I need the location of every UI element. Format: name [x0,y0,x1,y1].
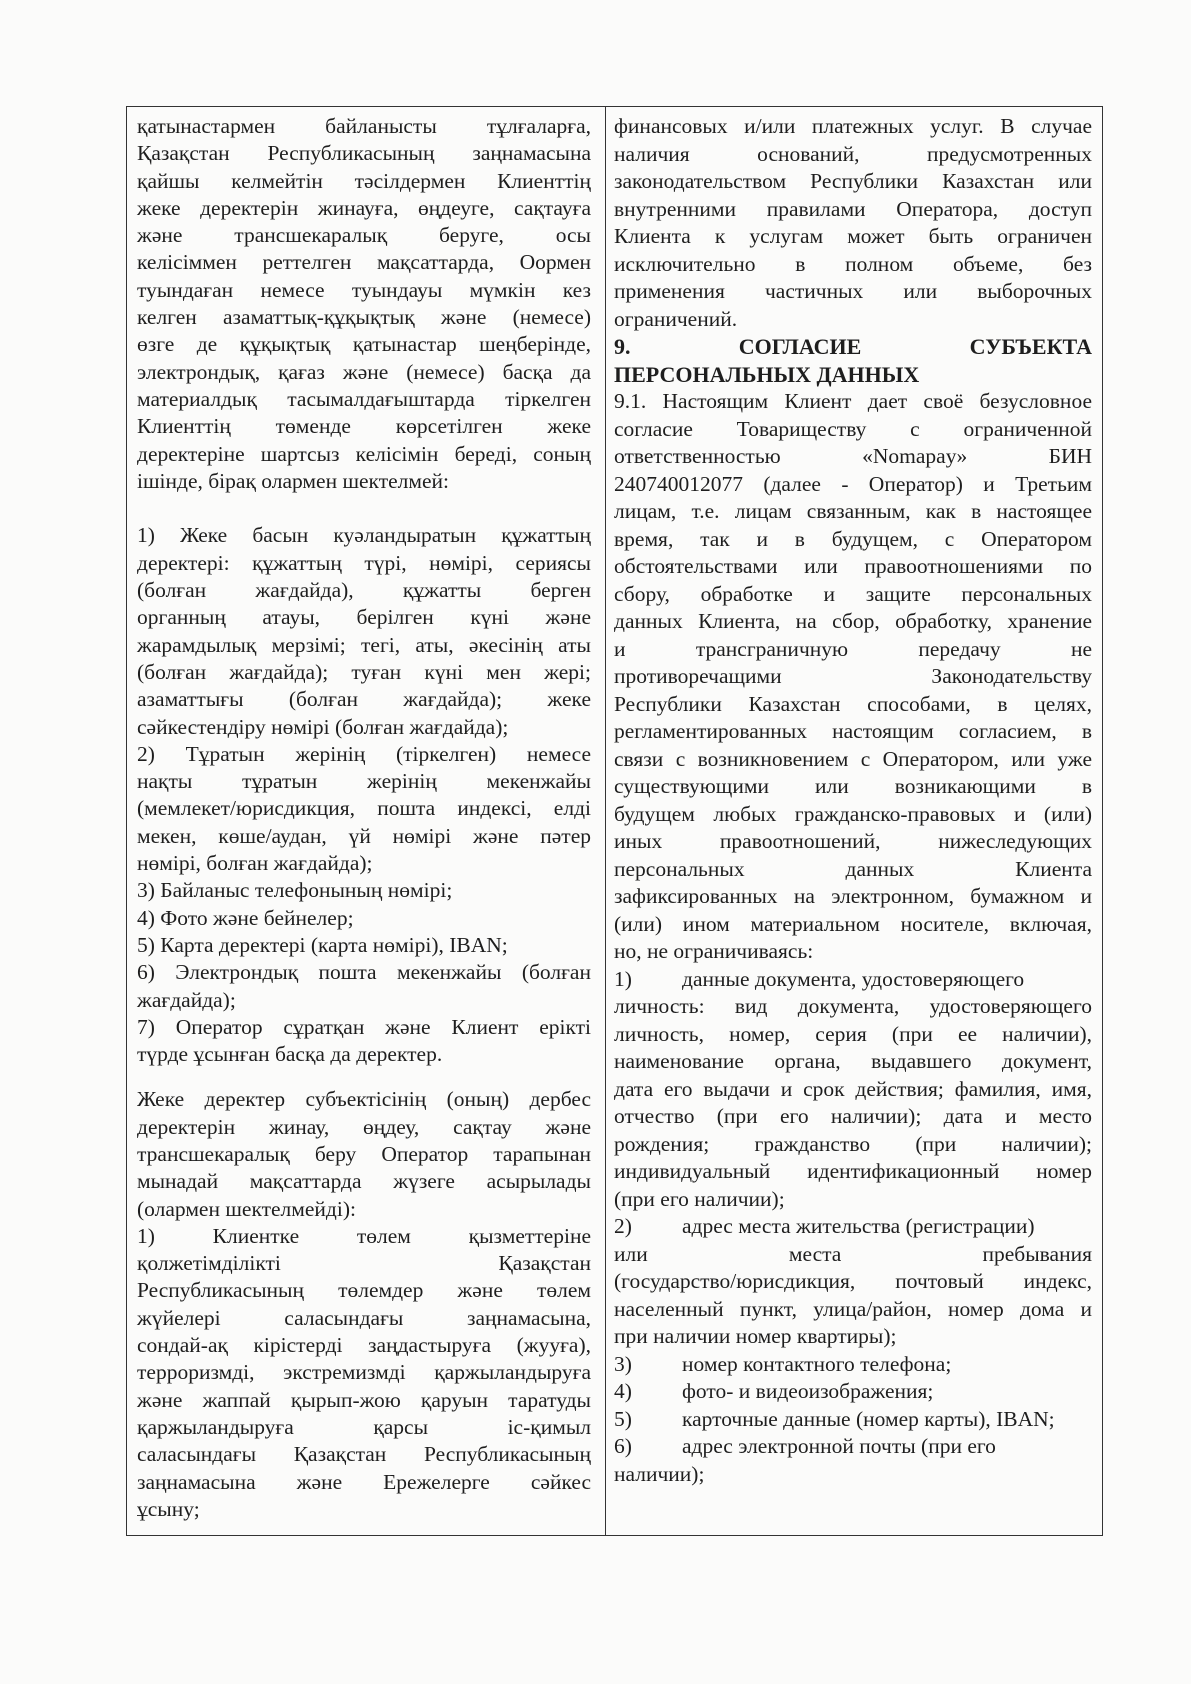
text-line: қатынастармен байланысты тұлғаларға, [137,114,591,138]
list-item-text: карточные данные (номер карты), IBAN; [682,1406,1055,1431]
text-line: сбору, обработке и защите персональных [614,581,1092,606]
paragraph [137,741,591,877]
text-line: (олармен шектелмейді): [137,1196,356,1221]
text-line: заңнамасына және Ережелерге сәйкес [137,1469,591,1494]
text-line: при наличии номер квартиры); [614,1324,897,1348]
text-line: органның атауы, берілген күні және [137,605,591,630]
text-line: отчество (при его наличии); дата и место [614,1104,1092,1128]
paragraph [137,1223,591,1523]
kazakh-text-column [137,113,591,1523]
paragraph [137,522,591,740]
paragraph [614,388,1092,966]
text-line [614,1406,1092,1434]
text-line: сондай-ақ кірістерді заңдастыруға (жууға), [137,1333,591,1358]
section-heading [614,333,1092,388]
text-line: жағдайда); [137,987,236,1012]
text-line: нөмірі, болған жағдайда); [137,851,373,876]
text-line: ішінде, бірақ олармен шектелмей: [137,468,450,493]
text-line: өзге де құқықтық қатынастар шеңберінде, [137,332,591,357]
text-line: ПЕРСОНАЛЬНЫХ ДАННЫХ [614,361,920,387]
text-line: 1) Жеке басын куәландыратын құжаттың [137,523,591,548]
column-divider [605,107,606,1535]
text-line: наличии); [614,1461,705,1486]
text-line: 9.1. Настоящим Клиент дает своё безусловное [614,389,1092,413]
text-line: келген азаматтық-құқықтық және (немесе) [137,305,591,330]
paragraph [614,1433,1092,1488]
paragraph [137,877,591,904]
text-line [614,1433,1092,1461]
text-line: түрде ұсынған басқа да деректер. [137,1042,443,1067]
text-line: но, не ограничиваясь: [614,939,814,963]
text-line: обстоятельствами или правоотношениями по [614,554,1092,578]
list-number: 6) [614,1434,632,1458]
text-line: 6) Электрондық пошта мекенжайы (болған [137,960,591,985]
text-line: (мемлекет/юрисдикция, пошта индексі, елді [137,796,591,821]
text-line: саласындағы Қазақстан Республикасының [137,1442,591,1467]
text-line: ответственностью «Nomapay» БИН [614,444,1092,468]
text-line: наименование органа, выдавшего документ, [614,1049,1092,1073]
text-line: терроризмді, экстремизмді қаржыландыруға [137,1360,591,1385]
text-line: личность: вид документа, удостоверяющего [614,994,1092,1018]
text-line: связи с возникновением с Оператором, или уже [614,746,1092,771]
text-line: қолжетімділікті Қазақстан [137,1251,591,1276]
paragraph [614,1213,1092,1351]
text-line: мынадай мақсаттарда жүзеге асырылады [137,1169,591,1194]
text-line: қайшы келмейтін тәсілдермен Клиенттің [137,168,591,193]
text-line: исключительно в полном объеме, без [614,251,1092,276]
text-line: будущем любых гражданско-правовых и (или) [614,801,1092,826]
text-line: Қазақстан Республикасының заңнамасына [137,141,591,166]
paragraph [614,966,1092,1214]
paragraph [137,932,591,959]
text-line: 9. СОГЛАСИЕ СУБЪЕКТА [614,334,1092,359]
text-line: нақты тұратын жерінің мекенжайы [137,769,591,794]
text-line: и трансграничную передачу не [614,636,1092,661]
text-line: 240740012077 (далее - Оператор) и Третьим [614,471,1092,496]
russian-text-column [614,113,1092,1488]
text-line: трансшекаралық беру Оператор тарапынан [137,1141,591,1166]
text-line: электрондық, қағаз және (немесе) басқа да [137,359,591,384]
list-number: 5) [614,1406,632,1431]
text-line: существующими или возникающими в [614,774,1092,798]
paragraph [137,905,591,932]
text-line: финансовых и/или платежных услуг. В случае [614,114,1092,138]
text-line [614,1351,1092,1379]
paragraph [137,1086,591,1222]
text-line: регламентированных настоящим согласием, в [614,719,1092,743]
text-line: или места пребывания [614,1241,1092,1266]
text-line: Республикасының төлемдер және төлем [137,1278,591,1303]
text-line: рождения; гражданство (при наличии); [614,1131,1092,1156]
text-line: Жеке деректер субъектісінің (оның) дербес [137,1087,591,1112]
paragraph [137,1014,591,1069]
text-line: лицам, т.е. лицам связанным, как в настоящее [614,499,1092,523]
text-line [614,1378,1092,1406]
paragraph [137,959,591,1014]
text-line [614,1213,1092,1241]
text-line: 1) Клиентке төлем қызметтеріне [137,1223,591,1248]
text-line: (болған жағдайда); туған күні мен жері; [137,659,591,684]
text-line: деректеріне шартсыз келісімін береді, соның [137,441,591,466]
text-line: 2) Тұратын жерінің (тіркелген) немесе [137,741,591,766]
text-line: время, так и в будущем, с Оператором [614,526,1092,551]
paragraph [614,1406,1092,1434]
text-line: внутренними правилами Оператора, доступ [614,196,1092,221]
text-line: жеке деректерін жинауға, өңдеуге, сақтауға [137,195,591,220]
text-line: жарамдылық мерзімі; тегі, аты, әкесінің аты [137,632,591,657]
text-line: Клиента к услугам может быть ограничен [614,224,1092,248]
text-line: индивидуальный идентификационный номер [614,1159,1092,1183]
two-column-document-table [126,106,1103,1536]
text-line: иных правоотношений, нижеследующих [614,829,1092,853]
text-line: Клиенттің төменде көрсетілген жеке [137,414,591,439]
list-item-text: данные документа, удостоверяющего [682,966,1025,991]
text-line: туындаған немесе туындауы мүмкін кез [137,277,591,302]
text-line: 5) Карта деректері (карта нөмірі), IBAN; [137,932,508,957]
text-line: 4) Фото және бейнелер; [137,905,354,930]
text-line: противоречащими Законодательству [614,664,1092,688]
list-item-text: номер контактного телефона; [682,1351,952,1376]
text-line: жүйелері саласындағы заңнамасына, [137,1305,591,1330]
paragraph [614,113,1092,333]
text-line: данных Клиента, на сбор, обработку, хранение [614,609,1092,633]
text-line: Республики Казахстан способами, в целях, [614,691,1092,716]
text-line: материалдық тасымалдағыштарда тіркелген [137,386,591,411]
list-item-text: адрес места жительства (регистрации) [682,1214,1035,1238]
text-line [614,966,1092,994]
paragraph [137,113,591,495]
text-line: деректері: құжаттың түрі, нөмірі, сериясы [137,550,591,575]
list-number: 3) [614,1351,632,1376]
text-line: применения частичных или выборочных [614,279,1092,303]
paragraph-spacer [137,1068,591,1086]
text-line: личность, номер, серия (при ее наличии), [614,1021,1092,1046]
text-line: және трансшекаралық беруге, осы [137,223,591,248]
text-line: және жаппай қырып-жою қаруын таратуды [137,1387,591,1412]
list-number: 1) [614,966,632,991]
text-line: сәйкестендіру нөмірі (болған жағдайда); [137,714,509,739]
text-line: наличия оснований, предусмотренных [614,141,1092,166]
text-line: (болған жағдайда), құжатты берген [137,578,591,603]
text-line: қаржыландыруға қарсы іс-қимыл [137,1414,591,1439]
text-line: 7) Оператор сұратқан және Клиент ерікті [137,1014,591,1039]
text-line: (при его наличии); [614,1186,785,1211]
text-line: (государство/юрисдикция, почтовый индекс, [614,1269,1092,1293]
list-number: 4) [614,1379,632,1403]
paragraph-spacer [137,495,591,522]
text-line: мекен, көше/аудан, үй нөмірі және пәтер [137,823,591,848]
text-line: населенный пункт, улица/район, номер дома и [614,1296,1092,1321]
list-item-text: адрес электронной почты (при его [682,1434,996,1458]
text-line: зафиксированных на электронном, бумажном и [614,884,1092,908]
list-item-text: фото- и видеоизображения; [682,1379,934,1403]
list-number: 2) [614,1214,632,1238]
text-line: деректерін жинау, өңдеу, сақтау және [137,1114,591,1139]
text-line: дата его выдачи и срок действия; фамилия, имя, [614,1076,1092,1101]
text-line: 3) Байланыс телефонының нөмірі; [137,878,453,903]
text-line: ограничений. [614,306,738,331]
text-line: азаматтығы (болған жағдайда); жеке [137,687,591,712]
paragraph [614,1378,1092,1406]
text-line: ұсыну; [137,1496,200,1521]
text-line: законодательством Республики Казахстан или [614,169,1092,193]
text-line: (или) ином материальном носителе, включая, [614,911,1092,936]
paragraph [614,1351,1092,1379]
text-line: персональных данных Клиента [614,856,1092,881]
text-line: келісіммен реттелген мақсаттарда, Оормен [137,250,591,275]
text-line: согласие Товариществу с ограниченной [614,416,1092,441]
